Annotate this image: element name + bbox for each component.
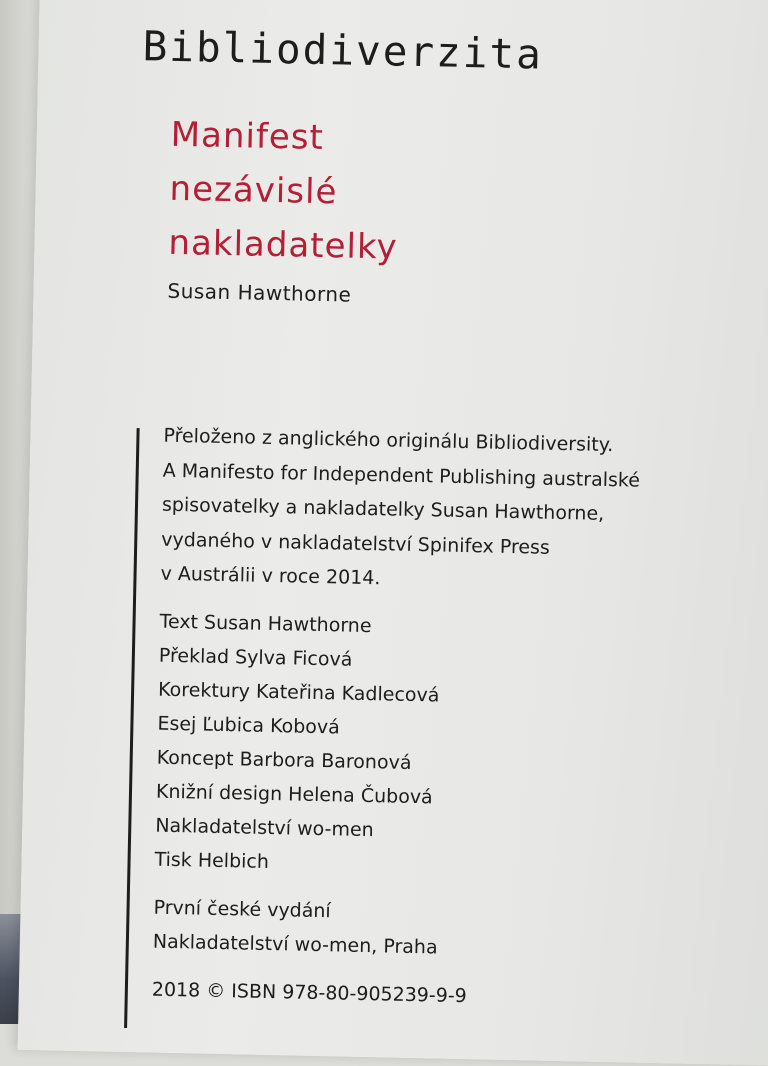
isbn-line: 2018 © ISBN 978-80-905239-9-9 [151, 978, 468, 1007]
vertical-rule [124, 428, 140, 1028]
credit-line: Korektury Kateřina Kadlecová [157, 678, 440, 707]
credit-line: Knižní design Helena Čubová [155, 780, 433, 808]
credit-line: Nakladatelství wo-men [155, 814, 374, 841]
book-page [18, 0, 768, 1066]
colophon [152, 419, 734, 1019]
credit-line: Text Susan Hawthorne [159, 610, 372, 637]
edition-info [153, 890, 724, 971]
title-line: nezávislé [169, 168, 338, 213]
author-name: Susan Hawthorne [167, 278, 352, 307]
credit-line: Esej Ľubica Kobová [157, 712, 341, 738]
book-title [168, 108, 400, 275]
note-line: Přeloženo z anglického originálu Bibliodiversity. [163, 424, 614, 457]
edition-line: První české vydání [153, 896, 331, 922]
title-line: Manifest [170, 114, 325, 158]
note-line: spisovatelky a nakladatelky Susan Hawthorne, [161, 493, 605, 525]
title-line: nakladatelky [168, 222, 398, 268]
translation-note [160, 419, 733, 603]
note-line: v Austrálii v roce 2014. [160, 562, 381, 590]
credits-list [154, 604, 730, 888]
edition-line: Nakladatelství wo-men, Praha [152, 930, 438, 959]
credit-line: Překlad Sylva Ficová [158, 644, 353, 671]
note-line: A Manifesto for Independent Publishing australské [162, 459, 641, 492]
note-line: vydaného v nakladatelství Spinifex Press [161, 528, 551, 559]
credit-line: Tisk Helbich [154, 848, 270, 873]
series-title: Bibliodiverzita [142, 22, 544, 79]
credit-line: Koncept Barbora Baronová [156, 746, 412, 774]
